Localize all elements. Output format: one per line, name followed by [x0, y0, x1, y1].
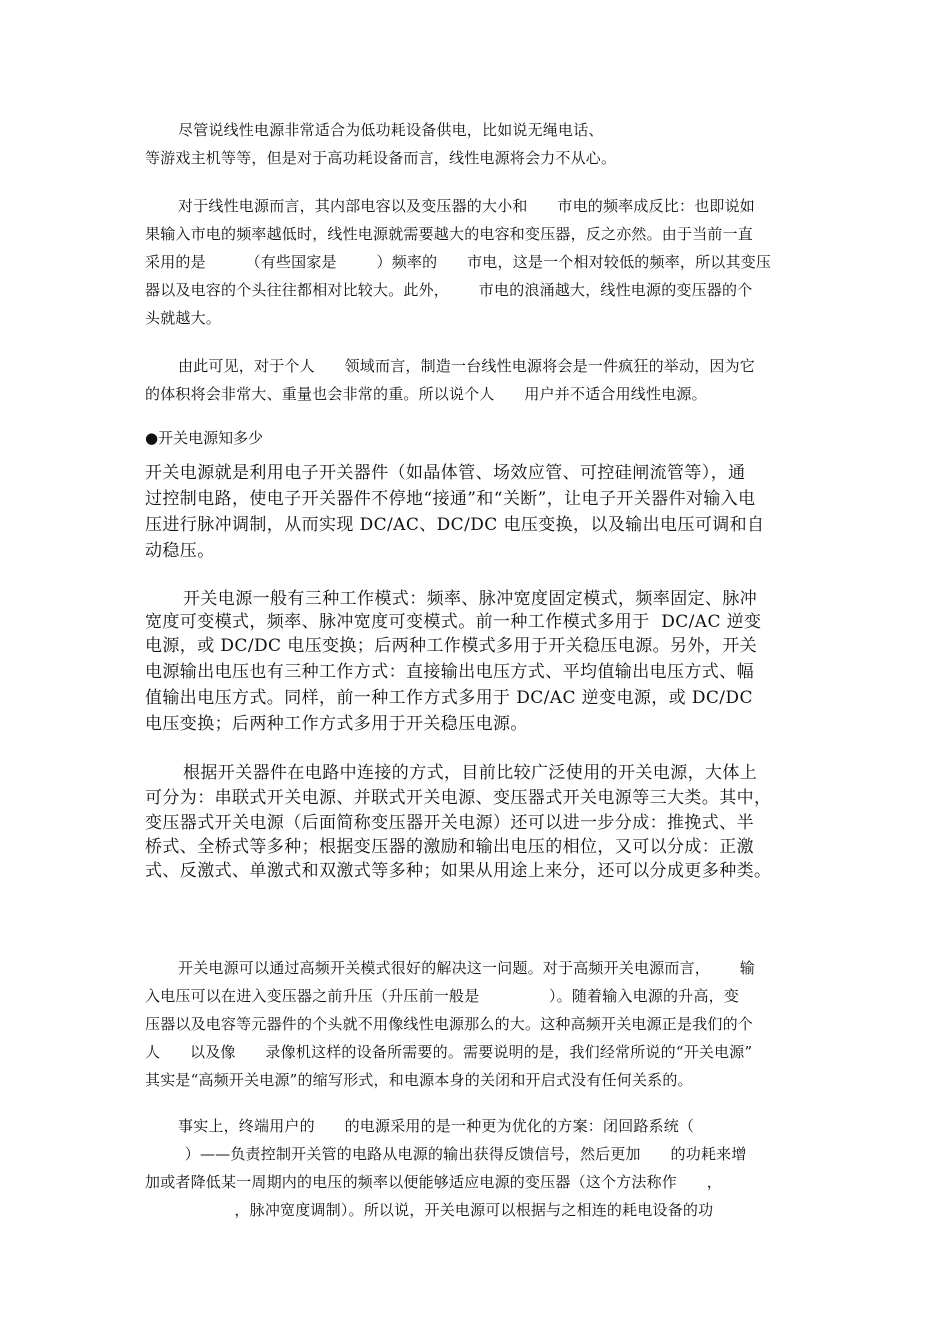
- paragraph-6-line-4: 桥式、全桥式等多种；根据变压器的激励和输出电压的相位，又可以分成：正激: [145, 837, 754, 857]
- paragraph-7-line-2: 入电压可以在进入变压器之前升压（升压前一般是 ）。随着输入电源的升高，变: [145, 987, 740, 1005]
- paragraph-5-line-6: 电压变换；后两种工作方式多用于开关稳压电源。: [145, 714, 528, 734]
- paragraph-8-line-4: ，脉冲宽度调制）。所以说，开关电源可以根据与之相连的耗电设备的功: [145, 1201, 714, 1219]
- paragraph-3-line-1: 由此可见，对于个人 领域而言，制造一台线性电源将会是一件疯狂的举动，因为它: [178, 357, 756, 375]
- paragraph-1-line-2: 等游戏主机等等，但是对于高功耗设备而言，线性电源将会力不从心。: [145, 149, 617, 167]
- paragraph-5-line-3: 电源，或 DC/DC 电压变换；后两种工作模式多用于开关稳压电源。另外，开关: [145, 636, 758, 656]
- paragraph-7-line-3: 压器以及电容等元器件的个头就不用像线性电源那么的大。这种高频开关电源正是我们的个: [145, 1015, 754, 1033]
- paragraph-2-line-5: 头就越大。: [145, 309, 222, 327]
- paragraph-6-line-5: 式、反激式、单激式和双激式等多种；如果从用途上来分，还可以分成更多种类。: [145, 861, 772, 881]
- paragraph-2-line-4: 器以及电容的个头往往都相对比较大。此外， 市电的浪涌越大，线性电源的变压器的个: [145, 281, 753, 299]
- paragraph-4-line-1: 开关电源就是利用电子开关器件（如晶体管、场效应管、可控硅闸流管等），通: [145, 463, 746, 483]
- paragraph-1-line-1: 尽管说线性电源非常适合为低功耗设备供电，比如说无绳电话、: [178, 121, 604, 139]
- paragraph-8-line-3: 加或者降低某一周期内的电压的频率以便能够适应电源的变压器（这个方法称作 ，: [145, 1173, 723, 1191]
- paragraph-2-line-3: 采用的是 （有些国家是 ）频率的 市电，这是一个相对较低的频率，所以其变压: [145, 253, 772, 271]
- paragraph-7-line-5: 其实是“高频开关电源”的缩写形式，和电源本身的关闭和开启式没有任何关系的。: [145, 1071, 693, 1089]
- paragraph-3-line-2: 的体积将会非常大、重量也会非常的重。所以说个人 用户并不适合用线性电源。: [145, 385, 707, 403]
- paragraph-4-line-3: 压进行脉冲调制，从而实现 DC/AC、DC/DC 电压变换，以及输出电压可调和自: [145, 515, 765, 535]
- paragraph-7-line-4: 人 以及像 录像机这样的设备所需要的。需要说明的是，我们经常所说的“开关电源”: [145, 1043, 753, 1061]
- paragraph-6-line-1: 根据开关器件在电路中连接的方式，目前比较广泛使用的开关电源，大体上: [183, 763, 758, 783]
- paragraph-8-line-1: 事实上，终端用户的 的电源采用的是一种更为优化的方案：闭回路系统（: [178, 1117, 695, 1135]
- paragraph-2-line-2: 果输入市电的频率越低时，线性电源就需要越大的电容和变压器，反之亦然。由于当前一直: [145, 225, 754, 243]
- paragraph-4-line-4: 动稳压。: [145, 541, 215, 561]
- section-heading: ●开关电源知多少: [145, 429, 264, 447]
- paragraph-4-line-2: 过控制电路，使电子开关器件不停地“接通”和“关断”，让电子开关器件对输入电: [145, 489, 756, 509]
- paragraph-8-line-2: ）——负责控制开关管的电路从电源的输出获得反馈信号，然后更加 的功耗来增: [145, 1145, 747, 1163]
- paragraph-2-line-1: 对于线性电源而言，其内部电容以及变压器的大小和 市电的频率成反比：也即说如: [178, 197, 756, 215]
- paragraph-5-line-2: 宽度可变模式，频率、脉冲宽度可变模式。前一种工作模式多用于 DC/AC 逆变: [145, 612, 762, 632]
- paragraph-7-line-1: 开关电源可以通过高频开关模式很好的解决这一问题。对于高频开关电源而言， 输: [178, 959, 756, 977]
- paragraph-5-line-5: 值输出电压方式。同样，前一种工作方式多用于 DC/AC 逆变电源，或 DC/DC: [145, 688, 753, 708]
- paragraph-6-line-2: 可分为：串联式开关电源、并联式开关电源、变压器式开关电源等三大类。其中，: [145, 788, 772, 808]
- paragraph-6-line-3: 变压器式开关电源（后面简称变压器开关电源）还可以进一步分成：推挽式、半: [145, 813, 754, 833]
- paragraph-5-line-4: 电源输出电压也有三种工作方式：直接输出电压方式、平均值输出电压方式、幅: [145, 662, 754, 682]
- paragraph-5-line-1: 开关电源一般有三种工作模式：频率、脉冲宽度固定模式，频率固定、脉冲: [183, 589, 758, 609]
